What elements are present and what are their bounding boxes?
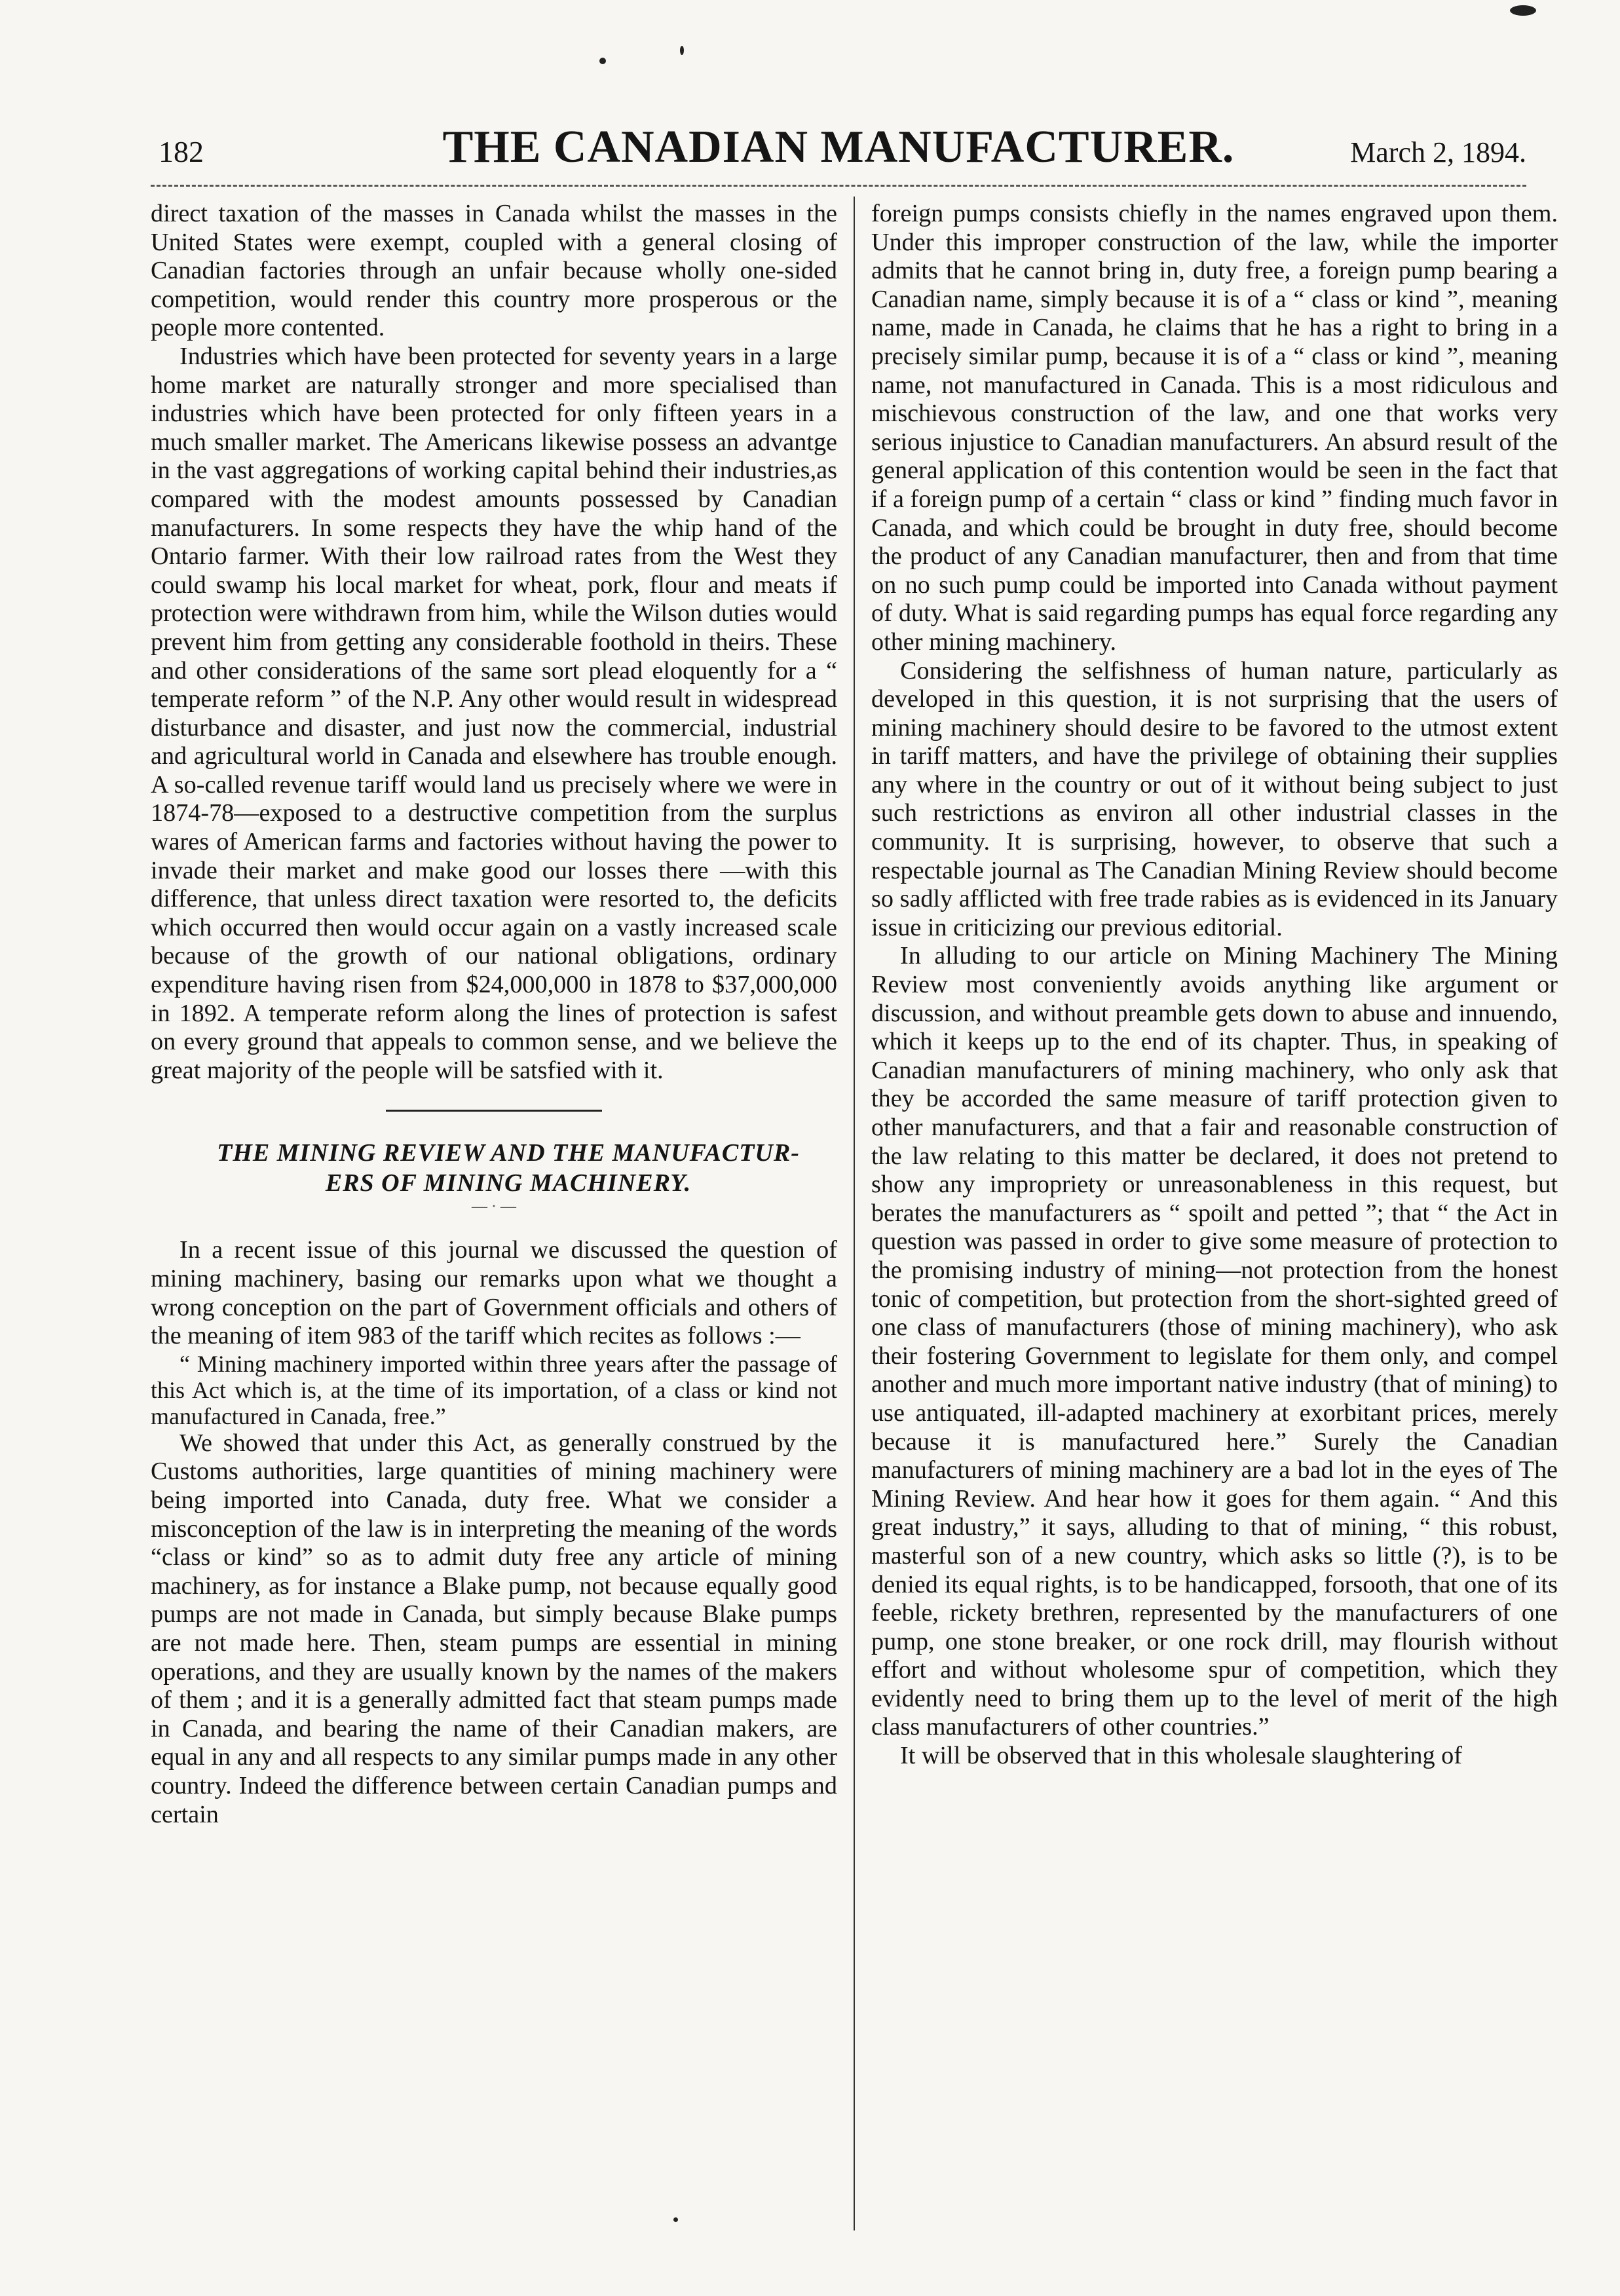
page-number: 182: [159, 135, 204, 168]
section-title-line: ERS OF MINING MACHINERY.: [325, 1169, 692, 1197]
left-column: [151, 200, 837, 1829]
article-paragraph: Considering the selfishness of human nature, particularly as developed in this question, it is not surprising that the users of mining machinery should desire to be favored to the utmost extent in tariff matters, and have the privilege of obtaining their supplies any where in the country or out of it without being subject to just such restrictions as environ all other industrial classes in the community. It is surprising, however, to observe that such a respectable journal as The Canadian Mining Review should become so sadly afflicted with free trade rabies as is evidenced in its January issue in criticizing our previous editorial.: [871, 656, 1558, 941]
right-column: [871, 200, 1558, 1771]
issue-date: March 2, 1894.: [1350, 136, 1526, 168]
article-paragraph: It will be observed that in this wholesale slaughtering of: [900, 1742, 1462, 1770]
page-header: [151, 121, 1526, 174]
article-paragraph: foreign pumps consists chiefly in the names engraved upon them. Under this improper construction of the law, while the importer admits that he cannot bring in, duty free, a foreign pump bearing a Canadian name, simply because it is of a “ class or kind ”, meaning name, made in Canada, he claims that he has a right to bring in a precisely similar pump, because it is of a “ class or kind ”, meaning name, not manufactured in Canada. This is a most ridiculous and mischievous construction of the law, and one that works very serious injustice to Canadian manufacturers. An absurd result of the general application of this contention would be seen in the fact that if a foreign pump of a certain “ class or kind ” finding much favor in Canada, and which could be brought in duty free, should become the product of any Canadian manufacturer, then and from that time on no such pump could be imported into Canada without payment of duty. What is said regarding pumps has equal force regarding any other mining machinery.: [871, 200, 1558, 656]
title-ornament: — · —: [472, 1198, 516, 1216]
header-rule: [151, 185, 1526, 187]
ink-speck: [599, 58, 606, 64]
article-paragraph: Industries which have been protected for seventy years in a large home market are naturally stronger and more specialised than industries which have been protected for only fifteen years in a much smaller market. The Americans likewise possess an advantge in the vast aggregations of working capital behind their industries,as compared with the modest amounts possessed by Canadian manufacturers. In some respects they have the whip hand of the Ontario farmer. With their low railroad rates from the West they could swamp his local market for wheat, pork, flour and meats if protection were withdrawn from him, while the Wilson duties would prevent him from getting any considerable foothold in theirs. These and other considerations of the same sort plead eloquently for a “ temperate reform ” of the N.P. Any other would result in widespread disturbance and disaster, and just now the commercial, industrial and agricultural world in Canada and elsewhere has trouble enough. A so-called revenue tariff would land us precisely where we were in 1874-78—exposed to a destructive competition from the surplus wares of American farms and factories without having the power to invade their market and make good our losses there —with this difference, that unless direct taxation were resorted to, the deficits which occurred then would occur again on a vastly increased scale because of the growth of our national obligations, ordinary expenditure having risen from $24,000,000 in 1878 to $37,000,000 in 1892. A temperate reform along the lines of protection is safest on every ground that appeals to common sense, and we believe the great majority of the people will be satsfied with it.: [151, 342, 837, 1084]
article-paragraph: In a recent issue of this journal we discussed the question of mining machinery, basing our remarks upon what we thought a wrong conception on the part of Government officials and others of the meaning of item 983 of the tariff which recites as follows :—: [151, 1236, 837, 1350]
ink-speck: [1510, 5, 1536, 16]
article-paragraph: direct taxation of the masses in Canada whilst the masses in the United States were exempt, coupled with a general closing of Canadian factories through an unfair because wholly one-sided competition, would render this country more prosperous or the people more contented.: [151, 200, 837, 342]
masthead-title: THE CANADIAN MANUFACTURER.: [442, 122, 1235, 172]
section-title-line: THE MINING REVIEW AND THE MANUFACTUR-: [217, 1139, 800, 1167]
column-divider: [854, 197, 855, 2230]
article-paragraph: We showed that under this Act, as generally construed by the Customs authorities, large quantities of mining machinery were being imported into Canada, duty free. What we consider a misconception of the law is in interpreting the meaning of the words “class or kind” so as to admit duty free any article of mining machinery, as for instance a Blake pump, not because equally good pumps are not made in Canada, but simply because Blake pumps are not made here. Then, steam pumps are essential in mining operations, and they are usually known by the names of the makers of them ; and it is a generally admitted fact that steam pumps made in Canada, and bearing the name of their Canadian makers, are equal in any and all respects to any similar pumps made in any other country. Indeed the difference between certain Canadian pumps and certain: [151, 1429, 837, 1828]
article-paragraph: In alluding to our article on Mining Machinery The Mining Review most conveniently avoids anything like argument or discussion, and without preamble gets down to abuse and innuendo, which it keeps up to the end of its chapter. Thus, in speaking of Canadian manufacturers of mining machinery, who only ask that they be accorded the same measure of tariff protection given to other manufacturers, and that a fair and reasonable construction of the law relating to this matter be declared, it does not pretend to show any impropriety or unreasonableness in this request, but berates the manufacturers as “ spoilt and petted ”; that “ the Act in question was passed in order to give some measure of protection to the promising industry of mining—not protection from the honest tonic of competition, but protection from the short-sighted greed of one class of manufacturers (those of mining machinery), who ask their fostering Government to legislate for them only, and compel another and much more important native industry (that of mining) to use antiquated, ill-adapted machinery at exorbitant prices, merely because it is manufactured here.” Surely the Canadian manufacturers of mining machinery are a bad lot in the eyes of The Mining Review. And hear how it goes for them again. “ And this great industry,” it says, alluding to that of mining, “ this robust, masterful son of a new country, which asks so little (?), is to be denied its equal rights, is to be handicapped, forsooth, that one of its feeble, rickety brethren, represented by the manufacturers of one pump, one stone breaker, or one rock drill, may flourish without effort and without wholesome spur of competition, which they evidently need to bring them up to the level of merit of the high class manufacturers of other countries.”: [871, 942, 1558, 1741]
section-divider: [386, 1110, 602, 1112]
ink-speck: [680, 46, 684, 55]
tariff-quote: “ Mining machinery imported within three years after the passage of this Act which is, at the time of its importation, of a class or kind not manufactured in Canada, free.”: [151, 1350, 837, 1429]
ink-speck: [673, 2217, 678, 2222]
